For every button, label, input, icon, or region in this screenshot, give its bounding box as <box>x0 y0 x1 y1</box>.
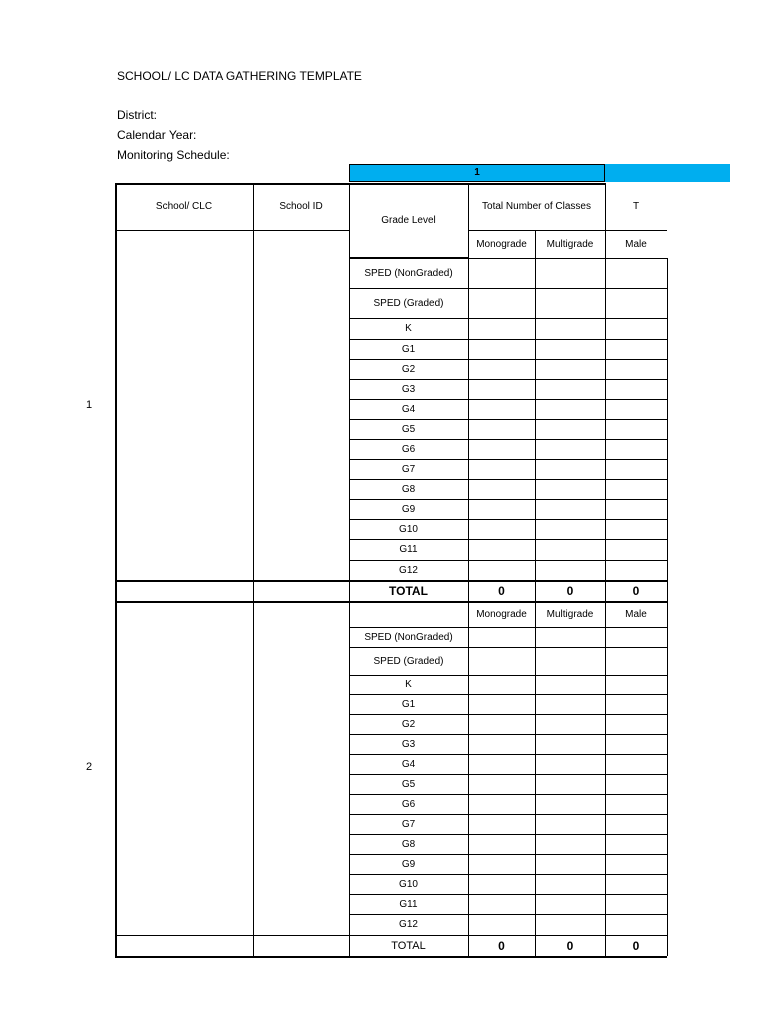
truncated-header: T <box>632 201 640 212</box>
grade-level-label: G10 <box>399 878 418 890</box>
grade-level-label: SPED (NonGraded) <box>364 267 453 279</box>
school-clc-header: School/ CLC <box>155 201 213 212</box>
table-vertical-line <box>535 601 536 956</box>
male-total: 0 <box>632 938 640 953</box>
section-number: 2 <box>86 761 93 773</box>
grade-level-label: G5 <box>401 423 416 435</box>
monitoring-schedule-label: Monitoring Schedule: <box>117 148 230 162</box>
grade-level-label: G6 <box>401 443 416 455</box>
grade-level-label: G1 <box>401 698 416 710</box>
section-band-1: 1 <box>349 164 605 182</box>
total-label: TOTAL <box>391 939 426 952</box>
grade-level-label: G3 <box>401 738 416 750</box>
grade-level-label: G11 <box>399 544 418 555</box>
total-classes-header: Total Number of Classes <box>482 201 591 212</box>
multigrade-subheader: Multigrade <box>546 608 594 620</box>
grade-level-label: G6 <box>401 798 416 810</box>
grade-level-label: SPED (Graded) <box>373 655 444 667</box>
table-vertical-line <box>605 183 606 956</box>
grade-level-label: K <box>405 679 412 690</box>
multigrade-header: Multigrade <box>546 238 594 250</box>
grade-level-label: G7 <box>401 818 416 830</box>
grade-level-label: G10 <box>399 523 418 535</box>
grade-level-label: G11 <box>399 898 418 910</box>
grade-level-label: G2 <box>401 718 416 730</box>
table-vertical-line <box>535 230 536 601</box>
male-total: 0 <box>632 583 640 598</box>
grade-level-label: G7 <box>401 463 416 475</box>
grade-level-label: G4 <box>401 403 416 415</box>
grade-level-header: Grade Level <box>381 214 436 226</box>
school-id-header: School ID <box>279 201 323 212</box>
male-header: Male <box>625 238 647 250</box>
table-vertical-line <box>468 183 469 956</box>
grade-level-label: G12 <box>399 564 418 576</box>
table-horizontal-line <box>115 956 667 958</box>
table-vertical-line <box>667 258 668 956</box>
multigrade-total: 0 <box>566 583 574 598</box>
grade-level-label: G2 <box>401 363 416 375</box>
grade-level-label: G8 <box>401 483 416 495</box>
section-number: 1 <box>86 399 93 411</box>
grade-level-label: G8 <box>401 838 416 850</box>
monograde-header: Monograde <box>476 238 527 250</box>
grade-level-label: G5 <box>401 778 416 790</box>
table-vertical-line <box>253 183 254 956</box>
district-label: District: <box>117 108 157 122</box>
table-vertical-line <box>115 183 117 956</box>
grade-level-label: K <box>405 323 412 334</box>
table-horizontal-line <box>115 230 349 231</box>
grade-level-label: G9 <box>401 503 416 515</box>
multigrade-total: 0 <box>566 938 574 953</box>
monograde-subheader: Monograde <box>476 608 527 620</box>
grade-level-label: SPED (NonGraded) <box>364 631 453 643</box>
document-title: SCHOOL/ LC DATA GATHERING TEMPLATE <box>117 69 362 83</box>
total-label: TOTAL <box>389 583 428 598</box>
male-subheader: Male <box>625 608 647 620</box>
calendar-year-label: Calendar Year: <box>117 128 197 142</box>
monograde-total: 0 <box>498 938 505 953</box>
grade-level-label: G12 <box>399 919 418 930</box>
monograde-total: 0 <box>498 583 505 598</box>
grade-level-label: G3 <box>401 383 416 395</box>
grade-level-label: G1 <box>401 343 416 355</box>
grade-level-label: G4 <box>401 758 416 770</box>
grade-level-label: G9 <box>401 858 416 870</box>
grade-level-label: SPED (Graded) <box>373 297 444 309</box>
section-band-2 <box>605 164 730 182</box>
